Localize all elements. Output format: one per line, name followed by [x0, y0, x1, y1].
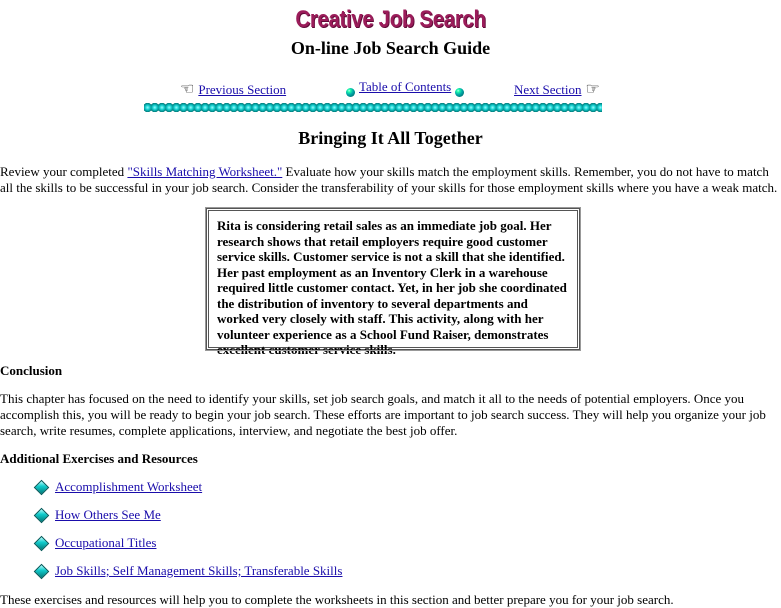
pointing-hand-right-icon[interactable]: ☞: [585, 81, 600, 98]
table-of-contents-link[interactable]: Table of Contents: [359, 78, 452, 94]
nav-next: [514, 82, 600, 98]
resource-item: [36, 563, 342, 579]
resources-footer-text: These exercises and resources will help you to complete the worksheets in this section and better prepare you for your job search.: [0, 592, 674, 607]
conclusion-heading: Conclusion: [0, 363, 63, 378]
resources-heading: Additional Exercises and Resources: [0, 451, 198, 466]
example-box: Rita is considering retail sales as an immediate job goal. Her research shows that retail employers require good customer service skills. Customer service is not a skill that she identified. Her past employment as an Inventory Clerk in a warehouse required little customer contact. Yet, in her job she coordinated the distribution of inventory to several departments and worked very closely with staff. This activity, along with her volunteer experience as a School Fund Raiser, demonstrates excellent customer service skills.: [206, 208, 580, 350]
diamond-bullet-icon: [34, 563, 50, 579]
intro-text-after: Evaluate how your skills match the employment skills. Remember, you do not have to match all the skills to be successful in your job search. Consider the transferability of your skills for those employment skills where you have a weak match.: [0, 164, 778, 195]
resource-item: [36, 479, 202, 495]
diamond-bullet-icon: [34, 507, 50, 523]
previous-section-link[interactable]: Previous Section: [198, 82, 287, 97]
intro-text-before: Review your completed: [0, 164, 128, 179]
skills-matching-worksheet-link[interactable]: "Skills Matching Worksheet.": [127, 164, 283, 179]
resource-item: [36, 535, 156, 551]
diamond-bullet-icon: [34, 535, 50, 551]
job-skills-link[interactable]: Job Skills; Self Management Skills; Transferable Skills: [55, 563, 343, 578]
pointing-hand-left-icon[interactable]: ☜: [180, 81, 195, 98]
site-logo: Creative Job Search: [295, 6, 486, 33]
nav-previous: [180, 82, 286, 98]
how-others-see-me-link[interactable]: How Others See Me: [55, 507, 161, 522]
intro-paragraph: [0, 164, 781, 196]
nav-toc: [346, 78, 464, 97]
diamond-bullet-icon: [34, 479, 50, 495]
cyan-ball-icon: [346, 88, 355, 97]
next-section-link[interactable]: Next Section: [514, 82, 582, 97]
resource-item: [36, 507, 161, 523]
decorative-divider: [144, 103, 602, 113]
accomplishment-worksheet-link[interactable]: Accomplishment Worksheet: [55, 479, 203, 494]
cyan-ball-icon: [455, 88, 464, 97]
section-title: Bringing It All Together: [298, 128, 483, 148]
conclusion-paragraph: This chapter has focused on the need to identify your skills, set job search goals, and match it all to the needs of potential employers. Once you accomplish this, you will be ready to begin your job search. These efforts are important to job search success. They will help you organize your job search, write resumes, complete applications, interview, and negotiate the best job offer.: [0, 391, 766, 438]
section-nav: [0, 78, 781, 102]
occupational-titles-link[interactable]: Occupational Titles: [55, 535, 157, 550]
site-subtitle: On-line Job Search Guide: [290, 38, 491, 58]
